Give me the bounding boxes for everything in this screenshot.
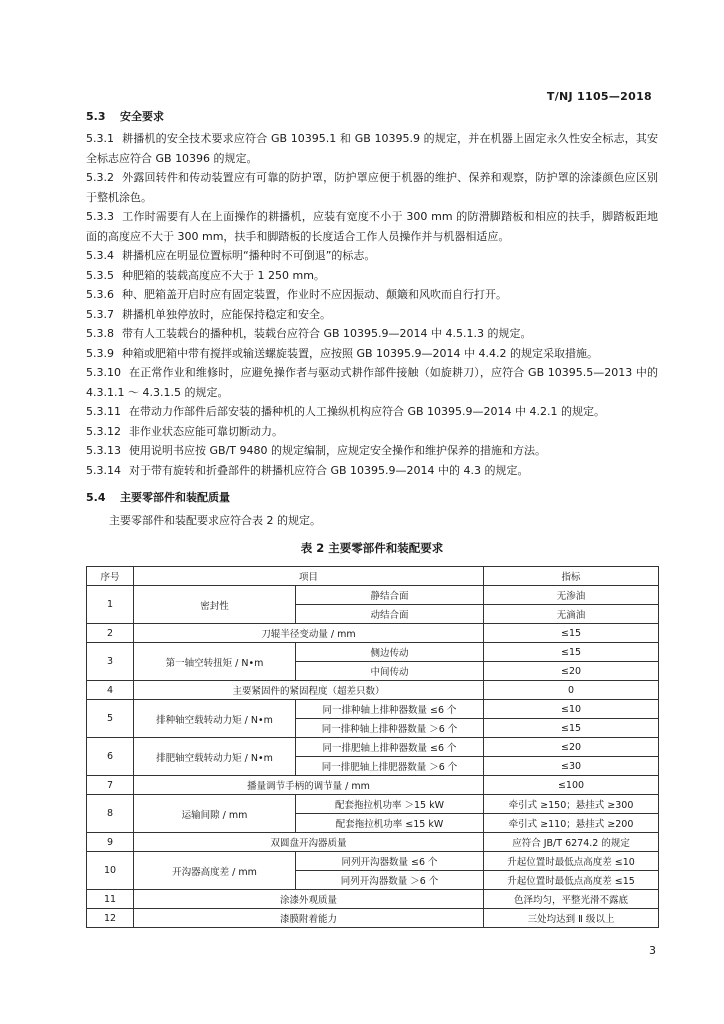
clause-text: 工作时需要有人在上面操作的耕播机，应装有宽度不小于 300 mm 的防滑脚踏板和相应的扶手，脚踏板距地面的高度应不大于 300 mm，扶手和脚踏板的长度适合工作人员操作并与机器相适应。 [86, 210, 658, 243]
page-content [86, 108, 658, 928]
row-subitem: 同一排肥轴上排肥器数量 ＞6 个 [296, 757, 484, 776]
section-number: 5.3 [86, 110, 106, 123]
row-subitem: 中间传动 [296, 662, 484, 681]
clause-paragraph [86, 129, 658, 168]
table-row [87, 833, 659, 852]
row-value: ≤15 [484, 643, 659, 662]
row-value: ≤100 [484, 776, 659, 795]
row-item: 双圆盘开沟器质量 [134, 833, 484, 852]
clause-number: 5.3.5 [86, 268, 114, 282]
row-item: 涂漆外观质量 [134, 890, 484, 909]
row-value: ≤15 [484, 624, 659, 643]
row-subitem: 侧边传动 [296, 643, 484, 662]
row-seq: 1 [87, 586, 134, 624]
clause-paragraph [86, 207, 658, 246]
row-subitem: 配套拖拉机功率 ≤15 kW [296, 814, 484, 833]
clause-number: 5.3.1 [86, 132, 114, 145]
row-value: 无滴油 [484, 605, 659, 624]
row-item: 排肥轴空载转动力矩 / N•m [134, 738, 296, 776]
clause-paragraph [86, 285, 658, 305]
row-value: ≤15 [484, 719, 659, 738]
requirements-table [86, 566, 659, 928]
clause-paragraph [86, 422, 658, 442]
clause-number: 5.3.6 [86, 288, 114, 301]
row-value: 升起位置时最低点高度差 ≤15 [484, 871, 659, 890]
clause-paragraph [86, 344, 658, 364]
clause-text: 种、肥箱盖开启时应有固定装置，作业时不应因振动、颠簸和风吹而自行打开。 [122, 288, 507, 301]
row-value: 应符合 JB/T 6274.2 的规定 [484, 833, 659, 852]
table-row [87, 624, 659, 643]
row-value: 0 [484, 681, 659, 700]
clause-paragraph [86, 324, 658, 344]
section-heading-5-3 [86, 108, 658, 124]
row-value: ≤20 [484, 662, 659, 681]
table-row [87, 681, 659, 700]
document-code: T/NJ 1105—2018 [546, 90, 652, 103]
row-seq: 11 [87, 890, 134, 909]
row-subitem: 同列开沟器数量 ＞6 个 [296, 871, 484, 890]
clause-text: 对于带有旋转和折叠部件的耕播机应符合 GB 10395.9—2014 中的 4.3 的规定。 [129, 463, 529, 477]
table-row [87, 700, 659, 719]
clause-text: 耕播机的安全技术要求应符合 GB 10395.1 和 GB 10395.9 的规定，并在机器上固定永久性安全标志，其安全标志应符合 GB 10396 的规定。 [86, 132, 658, 165]
row-subitem: 同列开沟器数量 ≤6 个 [296, 852, 484, 871]
table-caption: 表 2 主要零部件和装配要求 [300, 541, 444, 555]
header-item: 项目 [134, 567, 484, 586]
row-item: 第一轴空转扭矩 / N•m [134, 643, 296, 681]
row-value: 牵引式 ≥110；悬挂式 ≥200 [484, 814, 659, 833]
table-row [87, 643, 659, 662]
clause-text: 种肥箱的装载高度应不大于 1 250 mm。 [122, 268, 325, 282]
clause-paragraph [86, 441, 658, 461]
clause-text: 耕播机单独停放时，应能保持稳定和安全。 [122, 307, 331, 321]
row-item: 漆膜附着能力 [134, 909, 484, 928]
table-row [87, 909, 659, 928]
clause-paragraph [86, 305, 658, 325]
clause-paragraph [86, 363, 658, 402]
row-seq: 5 [87, 700, 134, 738]
section-title: 安全要求 [120, 110, 164, 123]
table-header-row [87, 567, 659, 586]
section-heading-5-4 [86, 489, 658, 505]
table-row [87, 586, 659, 605]
row-item: 开沟器高度差 / mm [134, 852, 296, 890]
table-row [87, 890, 659, 909]
clause-text: 在正常作业和维修时，应避免操作者与驱动式耕作部件接触（如旋耕刀），应符合 GB 10395.5—2013 中的 4.3.1.1 ～ 4.3.1.5 的规定。 [86, 366, 658, 399]
row-item: 播量调节手柄的调节量 / mm [134, 776, 484, 795]
row-value: 牵引式 ≥150；悬挂式 ≥300 [484, 795, 659, 814]
paragraph-list [86, 129, 658, 480]
section-title: 主要零部件和装配质量 [120, 491, 230, 504]
row-item: 主要紧固件的紧固程度（超差只数） [134, 681, 484, 700]
clause-number: 5.3.7 [86, 307, 114, 321]
row-subitem: 配套拖拉机功率 ＞15 kW [296, 795, 484, 814]
row-seq: 12 [87, 909, 134, 928]
clause-number: 5.3.3 [86, 210, 114, 223]
header-indicator: 指标 [484, 567, 659, 586]
clause-number: 5.3.9 [86, 346, 114, 360]
clause-paragraph [86, 266, 658, 286]
page-number: 3 [649, 944, 656, 957]
clause-paragraph [86, 461, 658, 481]
section-number: 5.4 [86, 491, 106, 504]
row-value: 无渗油 [484, 586, 659, 605]
row-item: 刀辊半径变动量 / mm [134, 624, 484, 643]
clause-text: 在带动力作部件后部安装的播种机的人工操纵机构应符合 GB 10395.9—2014 中 4.2.1 的规定。 [129, 405, 606, 418]
clause-number: 5.3.8 [86, 327, 114, 340]
row-value: ≤10 [484, 700, 659, 719]
row-value: 三处均达到 Ⅱ 级以上 [484, 909, 659, 928]
clause-text: 使用说明书应按 GB/T 9480 的规定编制，应规定安全操作和维护保养的措施和方法。 [129, 444, 546, 457]
clause-text: 非作业状态应能可靠切断动力。 [129, 424, 283, 438]
clause-number: 5.3.11 [86, 405, 121, 418]
row-subitem: 同一排肥轴上排种器数量 ≤6 个 [296, 738, 484, 757]
clause-number: 5.3.2 [86, 171, 114, 184]
table-row [87, 852, 659, 871]
clause-paragraph [86, 402, 658, 422]
clause-text: 耕播机应在明显位置标明“播种时不可倒退”的标志。 [122, 249, 376, 262]
row-value: 色泽均匀，平整光滑不露底 [484, 890, 659, 909]
clause-text: 外露回转件和传动装置应有可靠的防护罩，防护罩应便于机器的维护、保养和观察，防护罩的涂漆颜色应区别于整机涂色。 [86, 171, 658, 204]
table-row [87, 795, 659, 814]
row-seq: 9 [87, 833, 134, 852]
row-seq: 3 [87, 643, 134, 681]
row-seq: 2 [87, 624, 134, 643]
clause-text: 种箱或肥箱中带有搅拌或输送螺旋装置，应按照 GB 10395.9—2014 中 4.4.2 的规定采取措施。 [122, 346, 599, 360]
header-seq: 序号 [87, 567, 134, 586]
row-item: 密封性 [134, 586, 296, 624]
row-seq: 7 [87, 776, 134, 795]
clause-number: 5.3.13 [86, 444, 121, 457]
table-row [87, 738, 659, 757]
clause-number: 5.3.14 [86, 463, 121, 477]
clause-paragraph [86, 246, 658, 266]
row-seq: 8 [87, 795, 134, 833]
row-value: ≤30 [484, 757, 659, 776]
row-item: 运输间隙 / mm [134, 795, 296, 833]
row-value: 升起位置时最低点高度差 ≤10 [484, 852, 659, 871]
row-subitem: 静结合面 [296, 586, 484, 605]
row-subitem: 同一排种轴上排种器数量 ＞6 个 [296, 719, 484, 738]
clause-number: 5.3.12 [86, 424, 121, 438]
row-subitem: 动结合面 [296, 605, 484, 624]
table-intro: 主要零部件和装配要求应符合表 2 的规定。 [109, 514, 321, 527]
row-seq: 6 [87, 738, 134, 776]
row-item: 排种轴空载转动力矩 / N•m [134, 700, 296, 738]
row-value: ≤20 [484, 738, 659, 757]
table-row [87, 776, 659, 795]
clause-text: 带有人工装载台的播种机，装载台应符合 GB 10395.9—2014 中 4.5.1.3 的规定。 [122, 327, 532, 340]
clause-number: 5.3.10 [86, 366, 121, 379]
row-seq: 4 [87, 681, 134, 700]
clause-number: 5.3.4 [86, 249, 114, 262]
row-seq: 10 [87, 852, 134, 890]
clause-paragraph [86, 168, 658, 207]
row-subitem: 同一排种轴上排种器数量 ≤6 个 [296, 700, 484, 719]
